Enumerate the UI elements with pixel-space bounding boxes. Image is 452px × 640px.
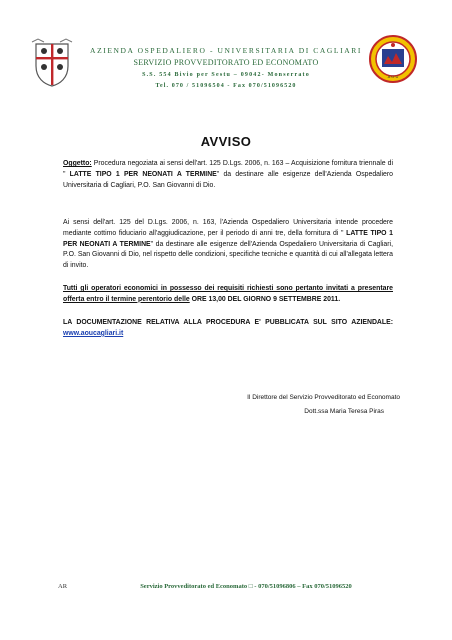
footer-initials: AR [58,583,68,590]
svg-text:A O U: A O U [387,74,399,79]
subject-text-1: Procedura negoziata ai sensi dell'art. 125 D.Lgs. 2006, n. 163 – Acquisizione fornitura triennale di " [63,160,393,178]
organization-address: S.S. 554 Bivio per Sestu – 09042- Monserrato [142,72,310,78]
body-product: LATTE TIPO 1 PER NEONATI A TERMINE [63,229,394,248]
body-paragraph [63,218,393,272]
page-title: AVVISO [200,134,252,149]
signature-name: Dott.ssa Maria Teresa Piras [304,408,384,415]
aou-cagliari-seal [368,34,418,84]
deadline-text-2: ORE 13,00 DEL GIORNO 9 SETTEMBRE 2011. [189,295,341,303]
website-link[interactable]: www.aoucagliari.it [63,329,124,337]
signature-title: Il Direttore del Servizio Provveditorato ed Economato [247,394,400,401]
body-text-1: Ai sensi dell'art. 125 del D.Lgs. 2006, n. 163, l'Azienda Ospedaliero Universitaria intende procedere mediante cottimo fiduciario all'aggiudicazione, per il periodo di anni tre, della fornitura di " [63,219,393,237]
subject-product: LATTE TIPO 1 PER NEONATI A TERMINE [65,170,217,178]
publication-text: LA DOCUMENTAZIONE RELATIVA ALLA PROCEDURA E' PUBBLICATA SUL SITO AZIENDALE: [63,319,393,326]
footer-contact: Servizio Provveditorato ed Economato □ - 070/51096806 – Fax 070/51096520 [140,583,352,590]
page-footer [58,583,398,593]
contact-phone-fax: Tel. 070 / 51096504 - Fax 070/51096520 [155,83,297,89]
subject-label: Oggetto: [63,160,92,167]
deadline-text-1: Tutti gli operatori economici in possesso dei requisiti richiesti sono pertanto invitati a presentare offerta entro il termine perentorio delle [63,285,393,303]
organization-name: AZIENDA OSPEDALIERO - UNIVERSITARIA DI CAGLIARI [90,46,362,55]
service-name: SERVIZIO PROVVEDITORATO ED ECONOMATO [133,58,319,67]
regione-sardegna-emblem [30,38,74,88]
deadline-paragraph [63,284,393,306]
publication-paragraph [63,318,393,340]
subject-paragraph [63,159,393,191]
body-text-2: " da destinare alle esigenze dell'Azienda Ospedaliero Universitaria di Cagliari, P.O. San Giovanni di Dio, nel rispetto delle condizioni, specifiche tecniche e quantità di cui all'allegata lettera di invito. [63,240,393,270]
subject-text-2: " da destinare alle esigenze dell'Azienda Ospedaliero Universitaria di Cagliari, P.O. San Giovanni di Dio. [63,170,393,189]
